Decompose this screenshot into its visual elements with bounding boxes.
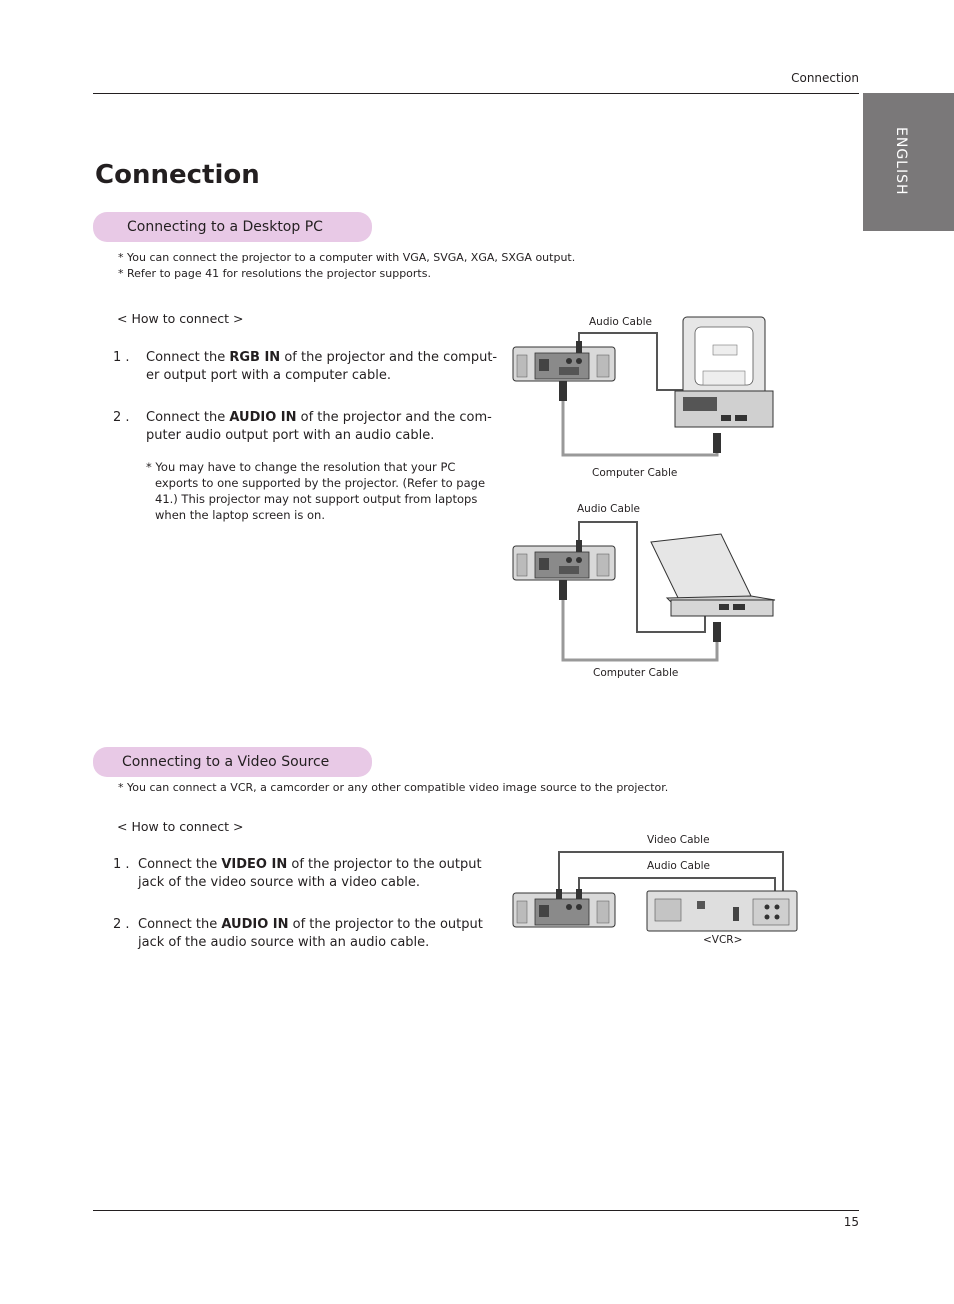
step-text: Connect the VIDEO IN of the projector to the output jack of the video source with a video cable.	[138, 857, 482, 890]
language-tab	[863, 93, 954, 231]
page-title: Connection	[95, 160, 260, 190]
caption-computer-cable-laptop: Computer Cable	[593, 667, 679, 679]
running-head: Connection	[791, 71, 859, 85]
step-text: Connect the AUDIO IN of the projector to the output jack of the audio source with an audio cable.	[138, 917, 483, 950]
step-number: 1 .	[113, 350, 130, 365]
step-number: 1 .	[113, 857, 130, 872]
vcr-illustration	[647, 891, 797, 931]
step-number: 2 .	[113, 410, 130, 425]
desktop-pc-illustration	[675, 317, 773, 427]
caption-audio-cable-laptop: Audio Cable	[577, 503, 640, 515]
step-number: 2 .	[113, 917, 130, 932]
diagram-laptop-svg	[505, 512, 785, 672]
projector-illustration	[513, 347, 615, 381]
section-heading-desktop-pc: Connecting to a Desktop PC	[93, 212, 372, 242]
laptop-illustration	[651, 534, 775, 616]
caption-video-cable: Video Cable	[647, 834, 710, 846]
step-audio-in-pc	[113, 409, 513, 449]
step-text: Connect the AUDIO IN of the projector and the com- puter audio output port with an audio cable.	[146, 410, 492, 443]
caption-computer-cable-desktop: Computer Cable	[592, 467, 678, 479]
note-vga-output: * You can connect the projector to a computer with VGA, SVGA, XGA, SXGA output.	[118, 251, 576, 264]
step-rgb-in	[113, 349, 513, 389]
caption-audio-cable-desktop: Audio Cable	[589, 316, 652, 328]
step-video-in	[113, 856, 503, 896]
diagram-laptop-connection	[505, 512, 785, 672]
diagram-desktop-svg	[505, 305, 785, 485]
diagram-desktop-connection	[505, 305, 785, 485]
footer-rule	[93, 1210, 859, 1211]
how-to-connect-pc: < How to connect >	[117, 311, 244, 326]
note-resolutions: * Refer to page 41 for resolutions the projector supports.	[118, 267, 431, 280]
section-heading-video-source: Connecting to a Video Source	[93, 747, 372, 777]
page-number: 15	[843, 1215, 859, 1229]
projector-illustration	[513, 893, 615, 927]
step-audio-in-video	[113, 916, 503, 956]
projector-illustration	[513, 546, 615, 580]
caption-vcr-device: <VCR>	[703, 934, 743, 946]
how-to-connect-video: < How to connect >	[117, 819, 244, 834]
laptop-resolution-note: * You may have to change the resolution that your PC exports to one supported by the projector. (Refer to page 41.) This projector may not support output from laptops when the laptop screen is on.	[146, 460, 486, 522]
language-tab-label: ENGLISH	[893, 127, 909, 196]
note-vcr-camcorder: * You can connect a VCR, a camcorder or any other compatible video image source to the projector.	[118, 781, 669, 794]
step-text: Connect the RGB IN of the projector and the comput- er output port with a computer cable.	[146, 350, 498, 383]
header-rule	[93, 93, 859, 94]
caption-audio-cable-vcr: Audio Cable	[647, 860, 710, 872]
